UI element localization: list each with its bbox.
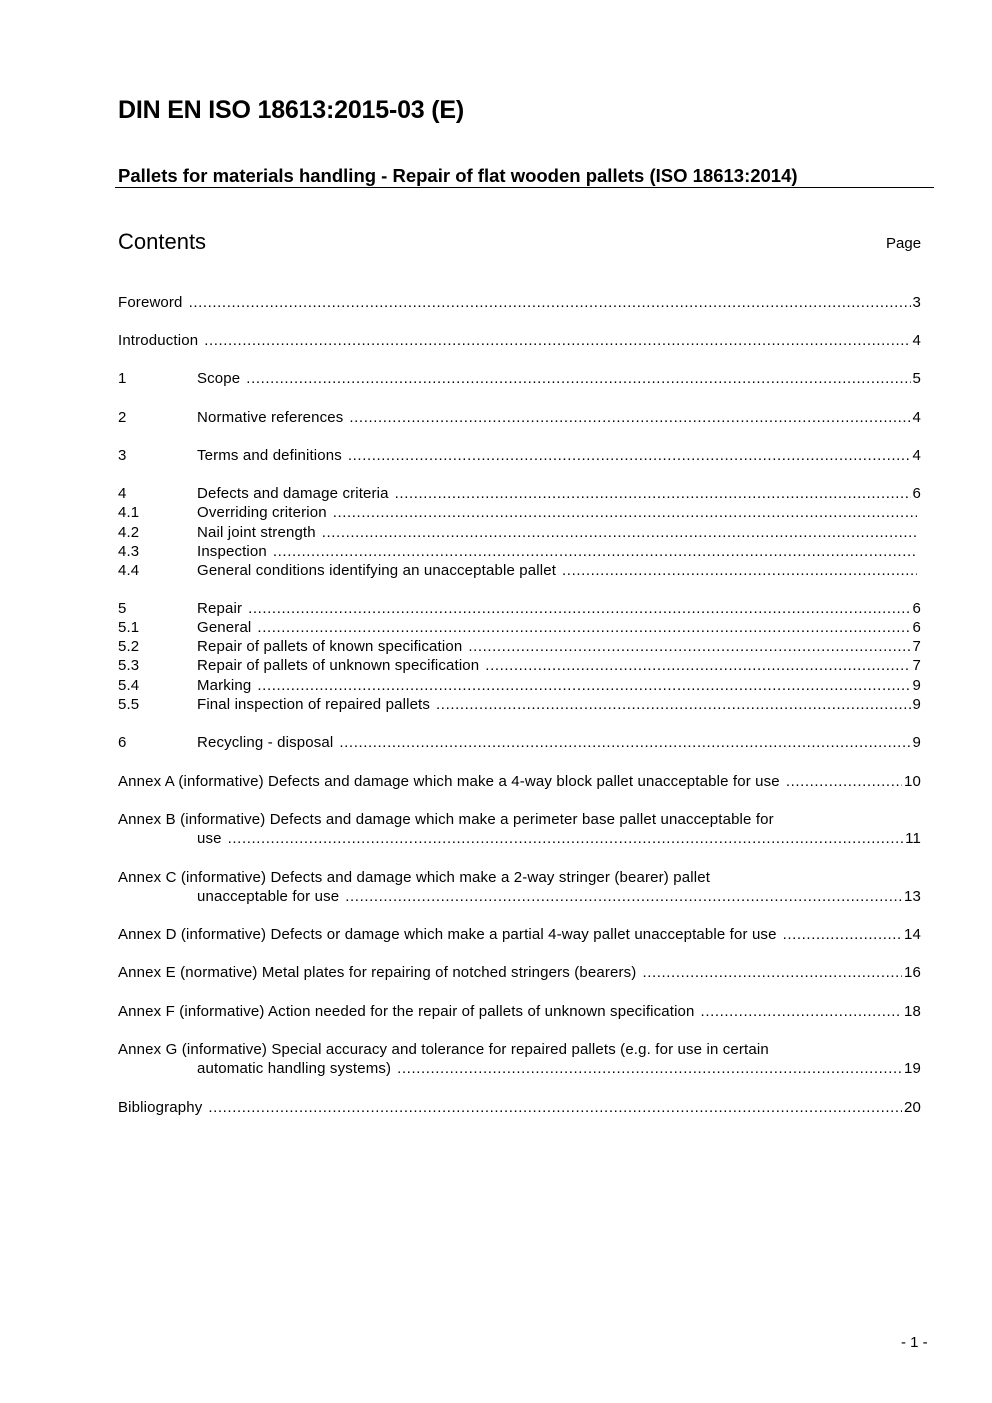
toc-entry-page: 9 (912, 677, 921, 694)
page-column-label: Page (886, 235, 922, 252)
subtitle-divider (115, 187, 934, 188)
toc-entry-annex-b[interactable] (197, 829, 921, 848)
toc-entry-recycling-disposal[interactable] (118, 733, 921, 752)
toc-entry-terms-and-definitions[interactable] (118, 446, 921, 465)
toc-entry-defects-and-damage-criteria[interactable] (118, 484, 921, 503)
document-subtitle: Pallets for materials handling - Repair of flat wooden pallets (ISO 18613:2014) (118, 165, 798, 186)
toc-entry-number: 1 (118, 370, 127, 387)
toc-entry-title: General conditions identifying an unacceptable pallet (197, 562, 557, 579)
toc-entry-page: 6 (912, 600, 921, 617)
toc-entry-page: 4 (912, 409, 921, 426)
toc-entry-annex-e[interactable] (118, 963, 921, 982)
toc-entry-general[interactable] (118, 618, 921, 637)
toc-entry-page: 11 (905, 830, 921, 847)
toc-leader-dots (322, 523, 917, 542)
toc-entry-page: 6 (912, 485, 921, 502)
toc-leader-dots (348, 446, 911, 465)
toc-entry-annex-c-line1[interactable]: Annex C (informative) Defects and damage which make a 2-way stringer (bearer) pallet (118, 869, 711, 886)
toc-entry-repair-unknown-specification[interactable] (118, 656, 921, 675)
toc-entry-annex-f[interactable] (118, 1002, 921, 1021)
toc-entry-repair[interactable] (118, 599, 921, 618)
toc-entry-number: 3 (118, 447, 127, 464)
toc-entry-title: automatic handling systems) (197, 1060, 392, 1077)
toc-leader-dots (786, 772, 902, 791)
toc-entry-page: 9 (912, 734, 921, 751)
toc-entry-title: use (197, 830, 222, 847)
toc-entry-title: Repair of pallets of unknown specification (197, 657, 480, 674)
toc-leader-dots (248, 599, 910, 618)
toc-entry-page: 19 (904, 1060, 921, 1077)
toc-leader-dots (257, 676, 910, 695)
toc-entry-title: General (197, 619, 252, 636)
toc-entry-title: Normative references (197, 409, 344, 426)
toc-leader-dots (257, 618, 910, 637)
toc-entry-number: 6 (118, 734, 127, 751)
toc-leader-dots (273, 542, 917, 561)
toc-entry-repair-known-specification[interactable] (118, 637, 921, 656)
toc-leader-dots (228, 829, 903, 848)
toc-entry-number: 2 (118, 409, 127, 426)
toc-entry-title: Nail joint strength (197, 524, 316, 541)
toc-entry-title: Bibliography (118, 1099, 203, 1116)
toc-leader-dots (208, 1098, 902, 1117)
toc-entry-introduction[interactable] (118, 331, 921, 350)
toc-leader-dots (395, 484, 911, 503)
toc-entry-title: Recycling - disposal (197, 734, 334, 751)
toc-entry-page: 16 (904, 964, 921, 981)
toc-entry-page: 3 (912, 294, 921, 311)
toc-entry-title: Foreword (118, 294, 183, 311)
toc-entry-page: 7 (912, 657, 921, 674)
toc-leader-dots (339, 733, 910, 752)
toc-entry-number: 5.1 (118, 619, 140, 636)
toc-entry-overriding-criterion[interactable] (118, 503, 919, 522)
toc-entry-title: Overriding criterion (197, 504, 327, 521)
toc-entry-number: 4.4 (118, 562, 140, 579)
toc-entry-number: 5.5 (118, 696, 140, 713)
toc-entry-title: Marking (197, 677, 252, 694)
toc-entry-page: 13 (904, 888, 921, 905)
toc-entry-annex-a[interactable] (118, 772, 921, 791)
toc-entry-marking[interactable] (118, 676, 921, 695)
toc-leader-dots (485, 656, 910, 675)
toc-leader-dots (189, 293, 911, 312)
toc-entry-title: Inspection (197, 543, 267, 560)
toc-leader-dots (333, 503, 917, 522)
toc-leader-dots (701, 1002, 902, 1021)
toc-leader-dots (562, 561, 917, 580)
toc-leader-dots (397, 1059, 902, 1078)
toc-entry-bibliography[interactable] (118, 1098, 921, 1117)
toc-entry-number: 4 (118, 485, 127, 502)
page-number: - 1 - (901, 1334, 928, 1351)
toc-entry-title: Annex F (informative) Action needed for the repair of pallets of unknown specification (118, 1003, 695, 1020)
toc-entry-page: 20 (904, 1099, 921, 1116)
toc-entry-title: Introduction (118, 332, 199, 349)
toc-entry-general-conditions[interactable] (118, 561, 919, 580)
toc-entry-title: Terms and definitions (197, 447, 342, 464)
toc-entry-title: unacceptable for use (197, 888, 340, 905)
toc-entry-number: 5.3 (118, 657, 140, 674)
toc-entry-page: 6 (912, 619, 921, 636)
toc-entry-page: 18 (904, 1003, 921, 1020)
toc-entry-title: Annex E (normative) Metal plates for repairing of notched stringers (bearers) (118, 964, 637, 981)
toc-entry-number: 4.3 (118, 543, 140, 560)
toc-entry-normative-references[interactable] (118, 408, 921, 427)
toc-entry-annex-d[interactable] (118, 925, 921, 944)
toc-entry-title: Annex A (informative) Defects and damage which make a 4-way block pallet unacceptable for use (118, 773, 780, 790)
toc-leader-dots (642, 963, 902, 982)
toc-entry-number: 5.4 (118, 677, 140, 694)
toc-leader-dots (436, 695, 910, 714)
toc-entry-annex-b-line1[interactable]: Annex B (informative) Defects and damage which make a perimeter base pallet unacceptable for (118, 811, 774, 828)
toc-entry-title: Scope (197, 370, 241, 387)
toc-entry-number: 5 (118, 600, 127, 617)
toc-entry-title: Final inspection of repaired pallets (197, 696, 431, 713)
toc-leader-dots (783, 925, 902, 944)
toc-entry-page: 4 (912, 332, 921, 349)
toc-entry-title: Repair (197, 600, 243, 617)
document-title: DIN EN ISO 18613:2015-03 (E) (118, 96, 464, 124)
contents-heading: Contents (118, 229, 207, 254)
toc-entry-page: 4 (912, 447, 921, 464)
toc-entry-number: 4.2 (118, 524, 140, 541)
toc-entry-page: 10 (904, 773, 921, 790)
toc-leader-dots (246, 369, 910, 388)
toc-entry-scope[interactable] (118, 369, 921, 388)
toc-entry-foreword[interactable] (118, 293, 921, 312)
toc-entry-page: 5 (912, 370, 921, 387)
toc-leader-dots (468, 637, 910, 656)
toc-entry-nail-joint-strength[interactable] (118, 523, 919, 542)
toc-entry-page: 9 (912, 696, 921, 713)
toc-entry-annex-c[interactable] (197, 887, 921, 906)
toc-entry-page: 14 (904, 926, 921, 943)
toc-entry-annex-g-line1[interactable]: Annex G (informative) Special accuracy and tolerance for repaired pallets (e.g. for use in certain (118, 1041, 769, 1058)
toc-entry-number: 4.1 (118, 504, 140, 521)
toc-leader-dots (345, 887, 902, 906)
toc-leader-dots (349, 408, 910, 427)
toc-entry-annex-g[interactable] (197, 1059, 921, 1078)
toc-entry-title: Annex D (informative) Defects or damage which make a partial 4-way pallet unacceptable for use (118, 926, 777, 943)
toc-entry-inspection[interactable] (118, 542, 919, 561)
toc-entry-number: 5.2 (118, 638, 140, 655)
toc-entry-title: Defects and damage criteria (197, 485, 389, 502)
toc-leader-dots (204, 331, 910, 350)
toc-entry-page: 7 (912, 638, 921, 655)
toc-entry-title: Repair of pallets of known specification (197, 638, 463, 655)
toc-entry-final-inspection[interactable] (118, 695, 921, 714)
